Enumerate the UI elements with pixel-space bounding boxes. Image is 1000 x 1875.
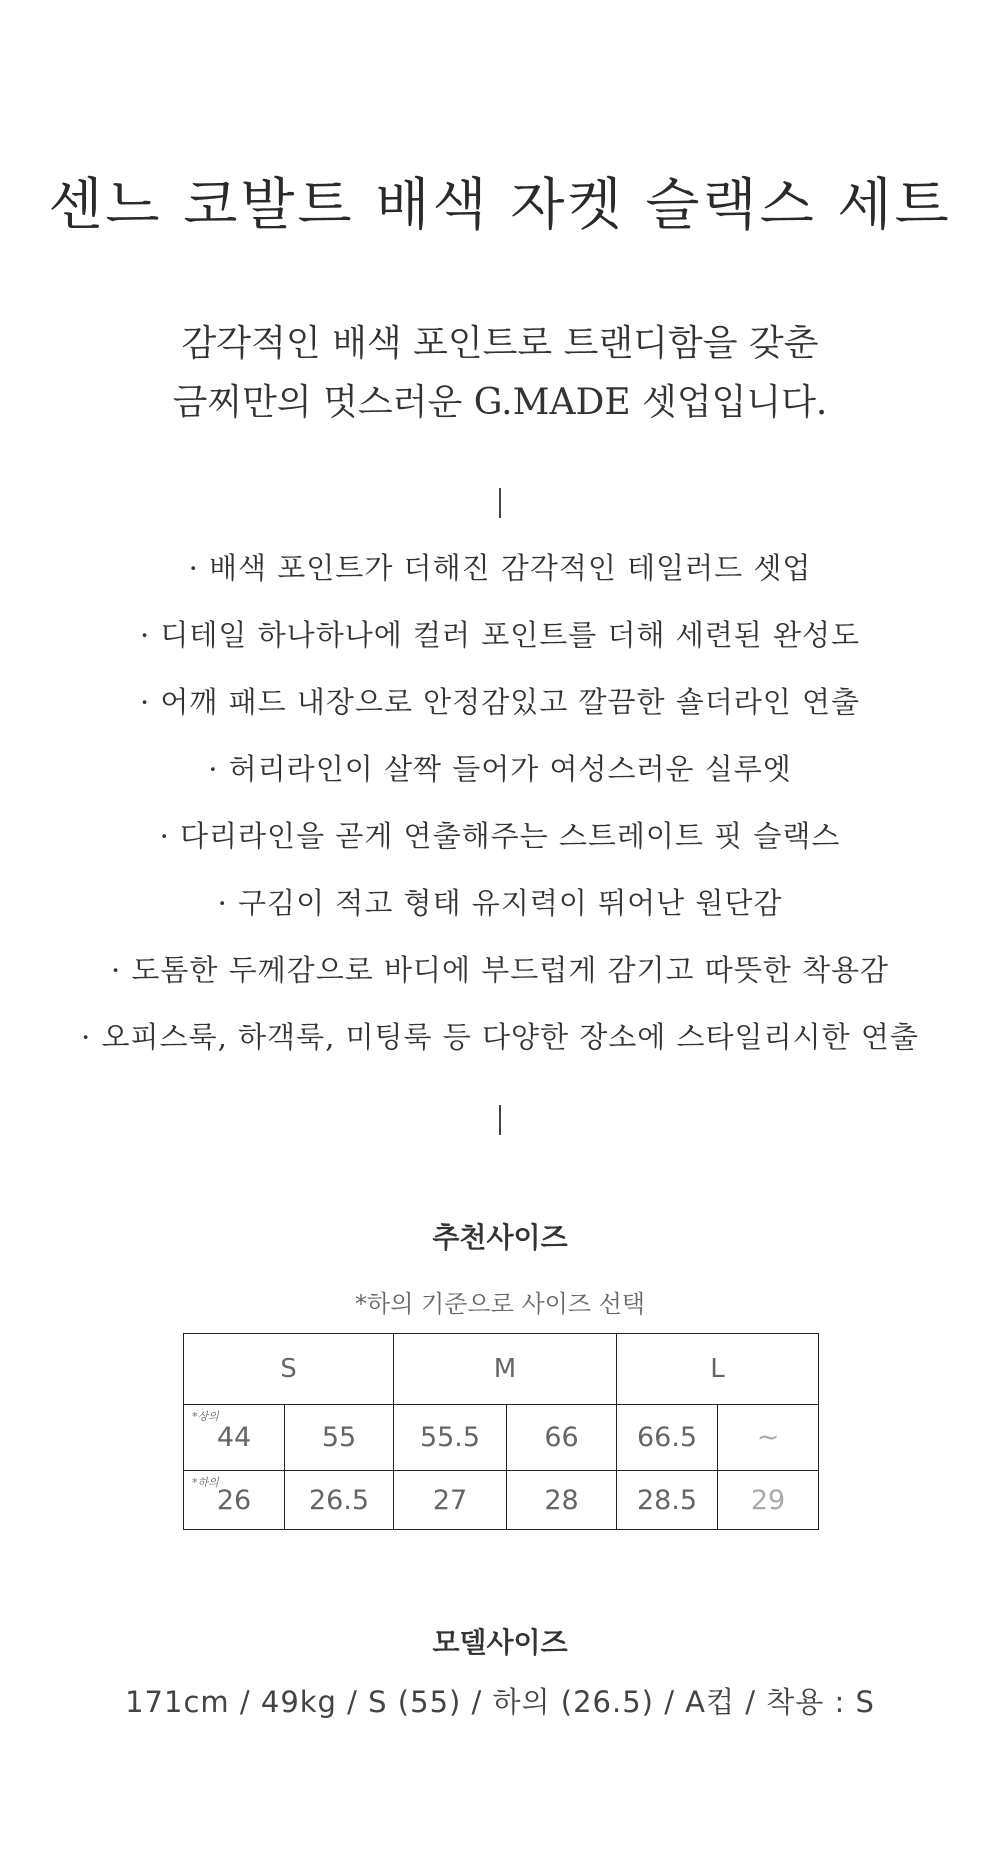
recommend-size-title: 추천사이즈: [432, 1221, 568, 1254]
feature-item: · 디테일 하나하나에 컬러 포인트를 더해 세련된 완성도: [139, 618, 861, 652]
bottom-size-cell: 28: [507, 1471, 617, 1530]
bottom-size-cell: [184, 1471, 285, 1530]
bottom-size-value: 26: [216, 1484, 252, 1516]
divider-bottom: [499, 1105, 501, 1135]
size-header-l: L: [617, 1334, 819, 1405]
product-title: 센느 코발트 배색 자켓 슬랙스 세트: [48, 173, 952, 238]
top-size-cell: 66.5: [617, 1405, 718, 1471]
top-size-cell: [184, 1405, 285, 1471]
top-size-cell: 66: [507, 1405, 617, 1471]
feature-item: · 오피스룩, 하객룩, 미팅룩 등 다양한 장소에 스타일리시한 연출: [81, 1020, 919, 1054]
size-header-s: S: [184, 1334, 394, 1405]
size-header-m: M: [394, 1334, 617, 1405]
intro-line-1: 감각적인 배색 포인트로 트랜디함을 갖춘: [181, 323, 819, 364]
feature-item: · 다리라인을 곧게 연출해주는 스트레이트 핏 슬랙스: [159, 819, 841, 853]
divider-top: [499, 488, 501, 518]
model-size-title: 모델사이즈: [432, 1626, 568, 1659]
top-size-cell: 55.5: [394, 1405, 507, 1471]
top-tag: *상의: [192, 1410, 219, 1423]
feature-item: · 구김이 적고 형태 유지력이 뛰어난 원단감: [217, 886, 783, 920]
feature-item: · 도톰한 두께감으로 바디에 부드럽게 감기고 따뜻한 착용감: [110, 953, 890, 987]
bottom-tag: *하의: [192, 1476, 219, 1489]
size-table: [183, 1333, 819, 1530]
recommend-size-note: *하의 기준으로 사이즈 선택: [355, 1290, 645, 1318]
feature-item: · 어깨 패드 내장으로 안정감있고 깔끔한 숄더라인 연출: [139, 685, 861, 719]
bottom-size-cell: 28.5: [617, 1471, 718, 1530]
top-size-cell: 55: [285, 1405, 394, 1471]
top-size-value: 44: [216, 1422, 252, 1453]
feature-item: · 허리라인이 살짝 들어가 여성스러운 실루엣: [208, 752, 792, 786]
intro-line-2: 금찌만의 멋스러운 G.MADE 셋업입니다.: [172, 382, 828, 423]
bottom-size-cell: 29: [718, 1471, 819, 1530]
bottom-size-cell: 26.5: [285, 1471, 394, 1530]
model-size-info: 171cm / 49kg / S (55) / 하의 (26.5) / A컵 / 착용 : S: [125, 1685, 875, 1719]
bottom-size-cell: 27: [394, 1471, 507, 1530]
feature-item: · 배색 포인트가 더해진 감각적인 테일러드 셋업: [188, 551, 812, 585]
top-size-cell: ~: [718, 1405, 819, 1471]
